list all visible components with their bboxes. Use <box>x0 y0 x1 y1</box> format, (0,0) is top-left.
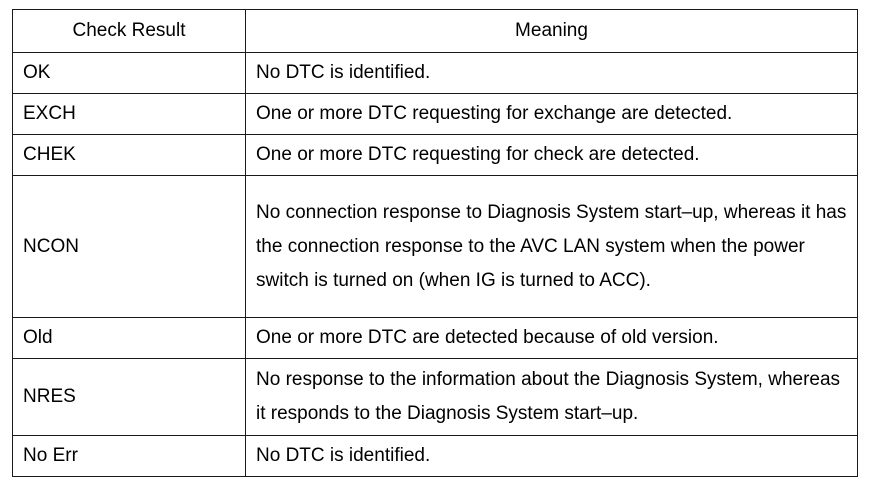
check-result-cell: Old <box>13 318 246 359</box>
table-row <box>13 135 858 176</box>
table-row <box>13 359 858 436</box>
header-meaning: Meaning <box>246 10 858 53</box>
table-row <box>13 53 858 94</box>
meaning-cell: No connection response to Diagnosis System start–up, whereas it has the connection response to the AVC LAN system when the power switch is turned on (when IG is turned to ACC). <box>246 176 858 318</box>
check-result-table <box>12 9 858 477</box>
meaning-cell: One or more DTC are detected because of old version. <box>246 318 858 359</box>
check-result-cell: OK <box>13 53 246 94</box>
table-row <box>13 318 858 359</box>
meaning-cell: No response to the information about the Diagnosis System, whereas it responds to the Diagnosis System start–up. <box>246 359 858 436</box>
check-result-cell: NRES <box>13 359 246 436</box>
check-result-cell: No Err <box>13 436 246 477</box>
table-row <box>13 94 858 135</box>
check-result-cell: CHEK <box>13 135 246 176</box>
check-result-cell: EXCH <box>13 94 246 135</box>
table-row <box>13 436 858 477</box>
check-result-cell: NCON <box>13 176 246 318</box>
meaning-cell: One or more DTC requesting for exchange are detected. <box>246 94 858 135</box>
table-row <box>13 176 858 318</box>
meaning-cell: No DTC is identified. <box>246 436 858 477</box>
meaning-cell: No DTC is identified. <box>246 53 858 94</box>
meaning-cell: One or more DTC requesting for check are detected. <box>246 135 858 176</box>
table-header-row <box>13 10 858 53</box>
header-check-result: Check Result <box>13 10 246 53</box>
